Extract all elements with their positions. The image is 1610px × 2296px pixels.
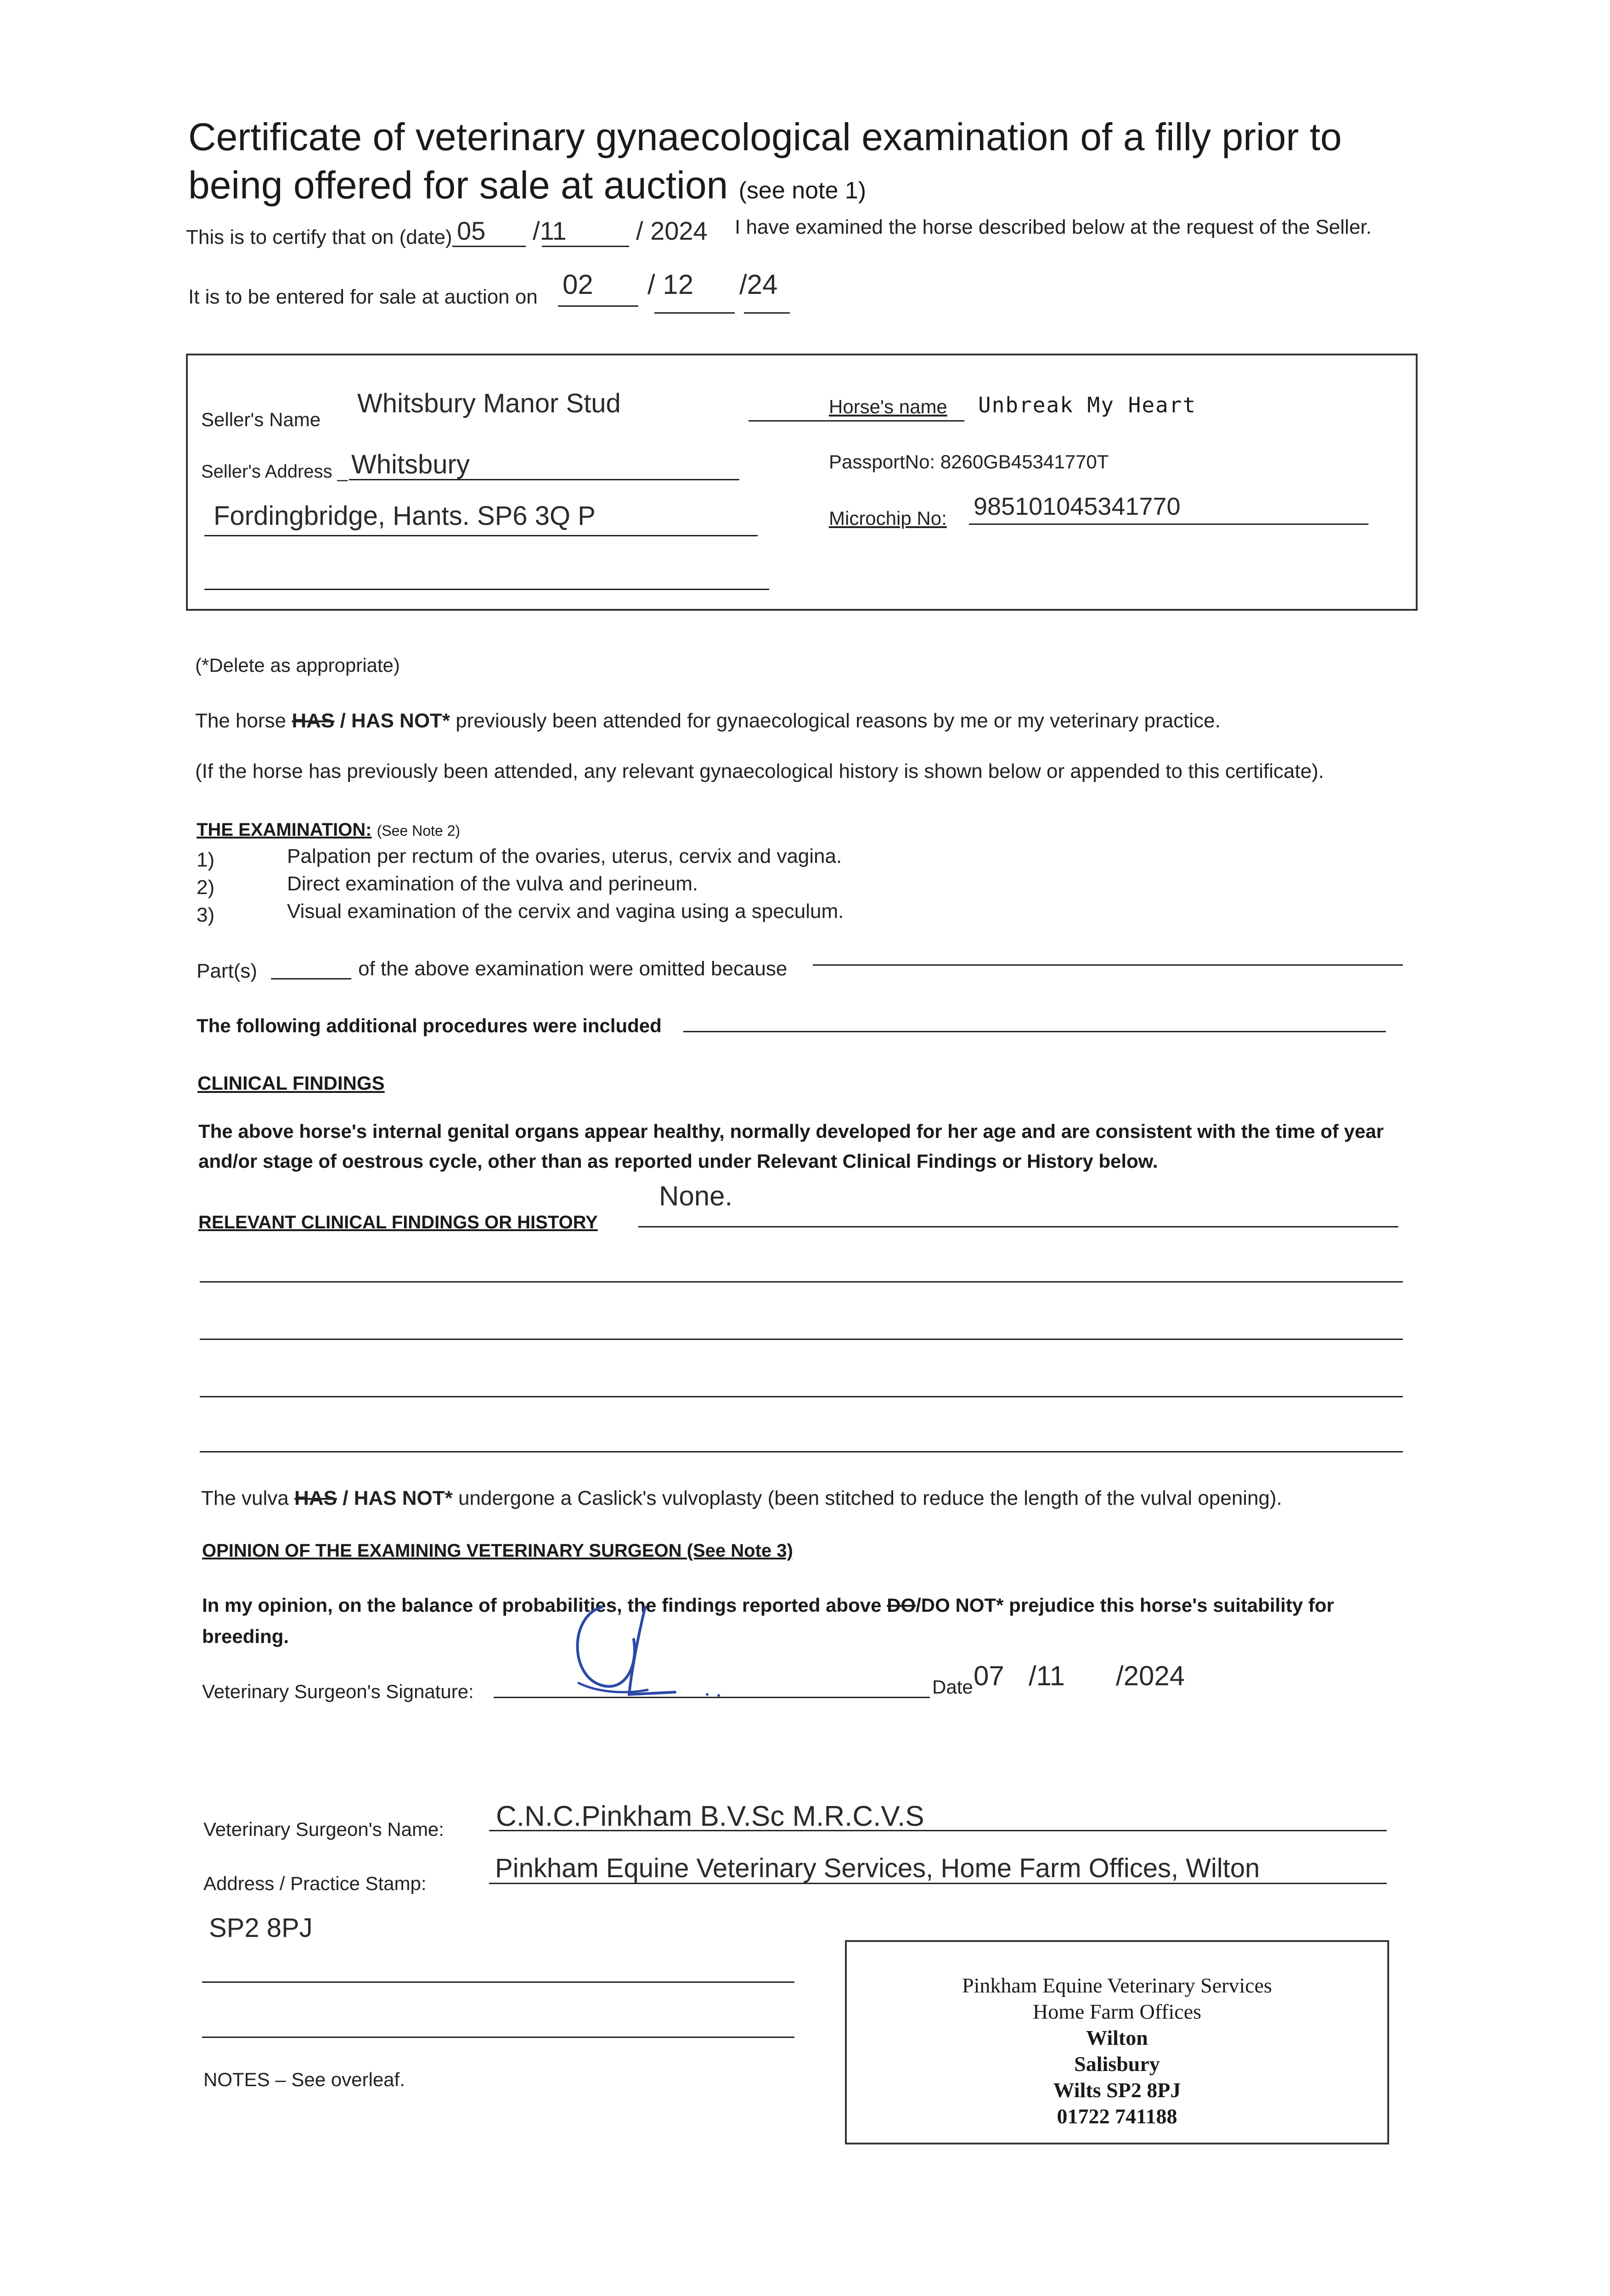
attended-line: The horse HAS / HAS NOT* previously been attended for gynaecological reasons by me or my veterinary practice. (195, 709, 1221, 732)
relevant-heading: RELEVANT CLINICAL FINDINGS OR HISTORY (198, 1212, 598, 1232)
seller-address-rule-3 (204, 589, 769, 590)
auction-month-rule (654, 312, 735, 314)
exam-item-2-num: 2) (197, 876, 215, 899)
vet-address-rule (489, 1883, 1387, 1884)
seller-address-label: Seller's Address _ (201, 461, 348, 482)
signature-label: Veterinary Surgeon's Signature: (202, 1681, 474, 1702)
microchip-rule (969, 523, 1368, 525)
vet-name-value: C.N.C.Pinkham B.V.Sc M.R.C.V.S (496, 1801, 924, 1832)
omitted-suffix: of the above examination were omitted because (358, 957, 788, 980)
seller-name-label: Seller's Name (201, 409, 321, 430)
vulva-line: The vulva HAS / HAS NOT* undergone a Caslick's vulvoplasty (been stitched to reduce the length of the vulval opening). (201, 1487, 1282, 1509)
address-rule-3 (202, 2037, 794, 2038)
passport-number: PassportNo: 8260GB45341770T (829, 451, 1109, 473)
auction-year-rule (744, 312, 790, 314)
stamp-line-1: Pinkham Equine Veterinary Services (962, 1974, 1272, 1997)
delete-note: (*Delete as appropriate) (195, 654, 400, 676)
relevant-rule-3 (200, 1339, 1403, 1340)
exam-day: 05 (457, 216, 486, 245)
auction-prefix: It is to be entered for sale at auction on (188, 286, 538, 308)
exam-day-rule (452, 246, 526, 247)
signature-date-label: Date (932, 1676, 973, 1698)
seller-address-line1: Whitsbury (351, 450, 470, 479)
opinion-heading: OPINION OF THE EXAMINING VETERINARY SURGEON (See Note 3) (202, 1541, 793, 1561)
stamp-line-3: Wilton (1086, 2026, 1148, 2049)
auction-month: / 12 (647, 269, 694, 300)
signature-date-year: /2024 (1116, 1660, 1185, 1691)
omitted-parts-rule (271, 978, 351, 979)
horse-name-value: Unbreak My Heart (978, 393, 1197, 417)
vet-signature (569, 1598, 744, 1708)
additional-label: The following additional procedures were included (197, 1015, 662, 1036)
exam-year: / 2024 (636, 216, 708, 245)
additional-rule (683, 1031, 1386, 1032)
auction-day-rule (558, 305, 638, 307)
seller-address-rule-2 (204, 535, 758, 536)
title-note: (see note 1) (738, 177, 867, 204)
practice-stamp-text (845, 1972, 1389, 2129)
omitted-prefix: Part(s) (197, 960, 257, 982)
relevant-rule-4 (200, 1396, 1403, 1397)
address-rule-2 (202, 1981, 794, 1983)
auction-year: /24 (739, 269, 778, 300)
opinion-line-2: breeding. (202, 1626, 289, 1647)
vet-address-line2: SP2 8PJ (209, 1913, 313, 1943)
relevant-rule-1 (638, 1226, 1398, 1227)
title-main: being offered for sale at auction (188, 163, 728, 207)
signature-date-day: 07 (974, 1660, 1004, 1691)
microchip-value: 985101045341770 (974, 493, 1181, 520)
history-note: (If the horse has previously been attended, any relevant gynaecological history is shown below or appended to this certificate). (195, 760, 1324, 782)
stamp-line-6: 01722 741188 (1057, 2105, 1177, 2128)
seller-name-value: Whitsbury Manor Stud (357, 388, 621, 418)
exam-month-rule (542, 246, 629, 247)
opinion-line-1: In my opinion, on the balance of probabilities, the findings reported above DO/DO NOT* prejudice this horse's suitability for (202, 1594, 1334, 1616)
certify-prefix: This is to certify that on (date) (186, 226, 452, 248)
certify-suffix: I have examined the horse described below at the request of the Seller. (735, 216, 1372, 238)
exam-item-3-num: 3) (197, 904, 215, 926)
exam-item-1-num: 1) (197, 849, 215, 871)
clinical-statement-2: and/or stage of oestrous cycle, other than as reported under Relevant Clinical Findings or History below. (198, 1150, 1158, 1172)
microchip-label: Microchip No: (829, 507, 947, 529)
clinical-statement-1: The above horse's internal genital organs appear healthy, normally developed for her age and are consistent with the time of year (198, 1120, 1384, 1142)
title-line-2 (188, 163, 866, 208)
relevant-rule-2 (200, 1281, 1403, 1283)
vet-address-label: Address / Practice Stamp: (203, 1873, 427, 1894)
omitted-reason-rule (813, 964, 1403, 966)
auction-day: 02 (563, 269, 593, 300)
seller-address-line2: Fordingbridge, Hants. SP6 3Q P (214, 501, 596, 531)
examination-heading: THE EXAMINATION: (See Note 2) (197, 820, 461, 840)
exam-month: /11 (533, 216, 567, 245)
stamp-line-4: Salisbury (1074, 2052, 1160, 2076)
relevant-rule-5 (200, 1451, 1403, 1452)
exam-item-2-text: Direct examination of the vulva and perineum. (287, 872, 698, 895)
vet-name-rule (489, 1830, 1387, 1831)
stamp-line-5: Wilts SP2 8PJ (1053, 2078, 1181, 2102)
signature-date-month: /11 (1029, 1660, 1065, 1691)
clinical-heading: CLINICAL FINDINGS (197, 1072, 385, 1094)
relevant-value: None. (659, 1181, 733, 1211)
seller-address-rule-1 (349, 479, 739, 480)
notes-label: NOTES – See overleaf. (203, 2069, 405, 2090)
exam-item-3-text: Visual examination of the cervix and vagina using a speculum. (287, 900, 844, 923)
exam-item-1-text: Palpation per rectum of the ovaries, uterus, cervix and vagina. (287, 845, 842, 867)
horse-name-label: Horse's name (829, 396, 947, 417)
title-line-1: Certificate of veterinary gynaecological examination of a filly prior to (188, 115, 1342, 158)
vet-address-value: Pinkham Equine Veterinary Services, Home Farm Offices, Wilton (495, 1853, 1260, 1883)
vet-name-label: Veterinary Surgeon's Name: (203, 1818, 444, 1840)
horse-name-rule-left (749, 420, 964, 422)
stamp-line-2: Home Farm Offices (1032, 2000, 1202, 2023)
